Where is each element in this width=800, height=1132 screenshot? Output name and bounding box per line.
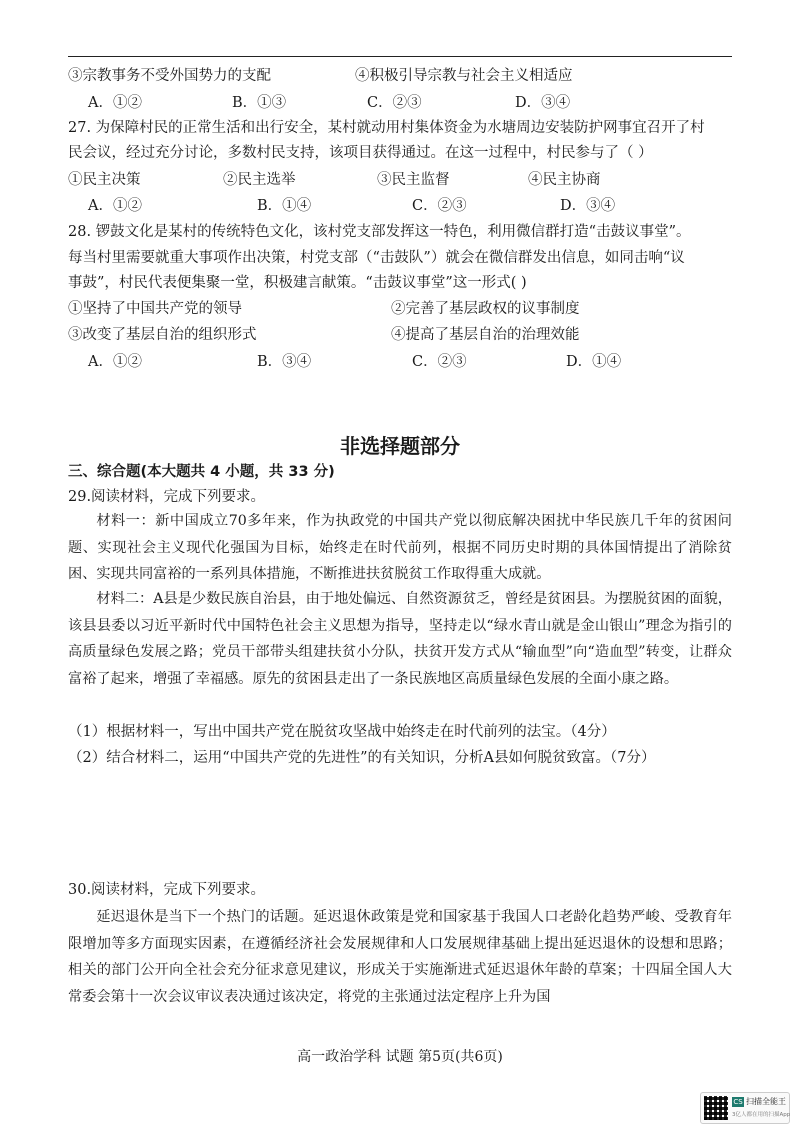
section-title: 非选择题部分 bbox=[340, 434, 460, 458]
q26-option-d: D．③④ bbox=[515, 95, 571, 111]
q26-item-3: ③宗教事务不受外国势力的支配 bbox=[68, 68, 271, 84]
q30-material: 延迟退休是当下一个热门的话题。延迟退休政策是党和国家基于我国人口老龄化趋势严峻、受教育年限增加等多方面现实因素，在遵循经济社会发展规律和人口发展规律基础上提出延迟退休的设想和思路；相关的部门公开向全社会充分征求意见建议，形成关于实施渐进式延迟退休年龄的草案；十四届全国人大常委会第十一次会议审议表决通过该决定，将党的主张通过法定程序上升为国 bbox=[68, 909, 732, 1005]
q27-item-4: ④民主协商 bbox=[528, 172, 601, 188]
q28-stem-line-1: 28. 锣鼓文化是某村的传统特色文化，该村党支部发挥这一特色，利用微信群打造“击鼓议事堂”。 bbox=[68, 224, 691, 240]
q27-item-1: ①民主决策 bbox=[68, 172, 141, 188]
qr-code-icon bbox=[704, 1096, 728, 1120]
scanner-watermark bbox=[700, 1092, 790, 1124]
q27-option-b: B．①④ bbox=[257, 198, 312, 214]
q28-option-a: A．①② bbox=[88, 354, 142, 370]
q29-material-2: 材料二：A县是少数民族自治县，由于地处偏远、自然资源贫乏，曾经是贫困县。为摆脱贫困的面貌，该县县委以习近平新时代中国特色社会主义思想为指导，坚持走以“绿水青山就是金山银山”理念为指引的高质量绿色发展之路；党员干部带头组建扶贫小分队，扶贫开发方式从“输血型”向“造血型”转变，让群众富裕了起来，增强了幸福感。原先的贫困县走出了一条民族地区高质量绿色发展的全面小康之路。 bbox=[68, 591, 732, 687]
q27-stem-line-1: 27. 为保障村民的正常生活和出行安全，某村就动用村集体资金为水塘周边安装防护网事宜召开了村 bbox=[68, 120, 705, 136]
q27-item-3: ③民主监督 bbox=[377, 172, 450, 188]
q29-material-1: 材料一：新中国成立70多年来，作为执政党的中国共产党以彻底解决困扰中华民族几千年的贫困问题、实现社会主义现代化强国为目标，始终走在时代前列，根据不同历史时期的具体国情提出了消除贫困、实现共同富裕的一系列具体措施，不断推进扶贫脱贫工作取得重大成就。 bbox=[68, 513, 732, 582]
q29-subquestion-2: （2）结合材料二，运用“中国共产党的先进性”的有关知识，分析A县如何脱贫致富。（7分） bbox=[68, 750, 656, 766]
q27-stem-line-2: 民会议，经过充分讨论，多数村民支持，该项目获得通过。在这一过程中，村民参与了（ ） bbox=[68, 145, 653, 161]
watermark-tagline: 3亿人都在用的扫描App bbox=[732, 1112, 791, 1118]
cs-logo-icon: CS bbox=[733, 1098, 743, 1106]
q28-stem-line-3: 事鼓”，村民代表便集聚一堂，积极建言献策。“击鼓议事堂”这一形式( ) bbox=[68, 275, 527, 291]
q27-option-d: D．③④ bbox=[560, 198, 616, 214]
q28-item-2: ②完善了基层政权的议事制度 bbox=[391, 301, 580, 317]
watermark-app-name: 扫描全能王 bbox=[746, 1097, 786, 1106]
q28-item-1: ①坚持了中国共产党的领导 bbox=[68, 301, 242, 317]
q26-option-b: B．①③ bbox=[232, 95, 287, 111]
q29-prompt: 29.阅读材料，完成下列要求。 bbox=[68, 489, 266, 505]
q28-option-b: B．③④ bbox=[257, 354, 312, 370]
q28-item-4: ④提高了基层自治的治理效能 bbox=[391, 327, 580, 343]
q28-stem-line-2: 每当村里需要就重大事项作出决策，村党支部（“击鼓队”）就会在微信群发出信息，如同击响“议 bbox=[68, 250, 685, 266]
q26-option-a: A．①② bbox=[88, 95, 142, 111]
top-rule bbox=[68, 56, 732, 57]
section-heading: 三、综合题(本大题共 4 小题，共 33 分) bbox=[68, 464, 335, 480]
q27-option-c: C．②③ bbox=[412, 198, 467, 214]
q26-option-c: C．②③ bbox=[367, 95, 422, 111]
q30-prompt: 30.阅读材料，完成下列要求。 bbox=[68, 882, 266, 898]
q27-item-2: ②民主选举 bbox=[223, 172, 296, 188]
q29-subquestion-1: （1）根据材料一，写出中国共产党在脱贫攻坚战中始终走在时代前列的法宝。（4分） bbox=[68, 724, 616, 740]
q28-option-c: C．②③ bbox=[412, 354, 467, 370]
q28-option-d: D．①④ bbox=[566, 354, 622, 370]
q26-item-4: ④积极引导宗教与社会主义相适应 bbox=[355, 68, 573, 84]
q28-item-3: ③改变了基层自治的组织形式 bbox=[68, 327, 257, 343]
page-footer: 高一政治学科 试题 第5页(共6页) bbox=[297, 1049, 503, 1065]
q27-option-a: A．①② bbox=[88, 198, 142, 214]
